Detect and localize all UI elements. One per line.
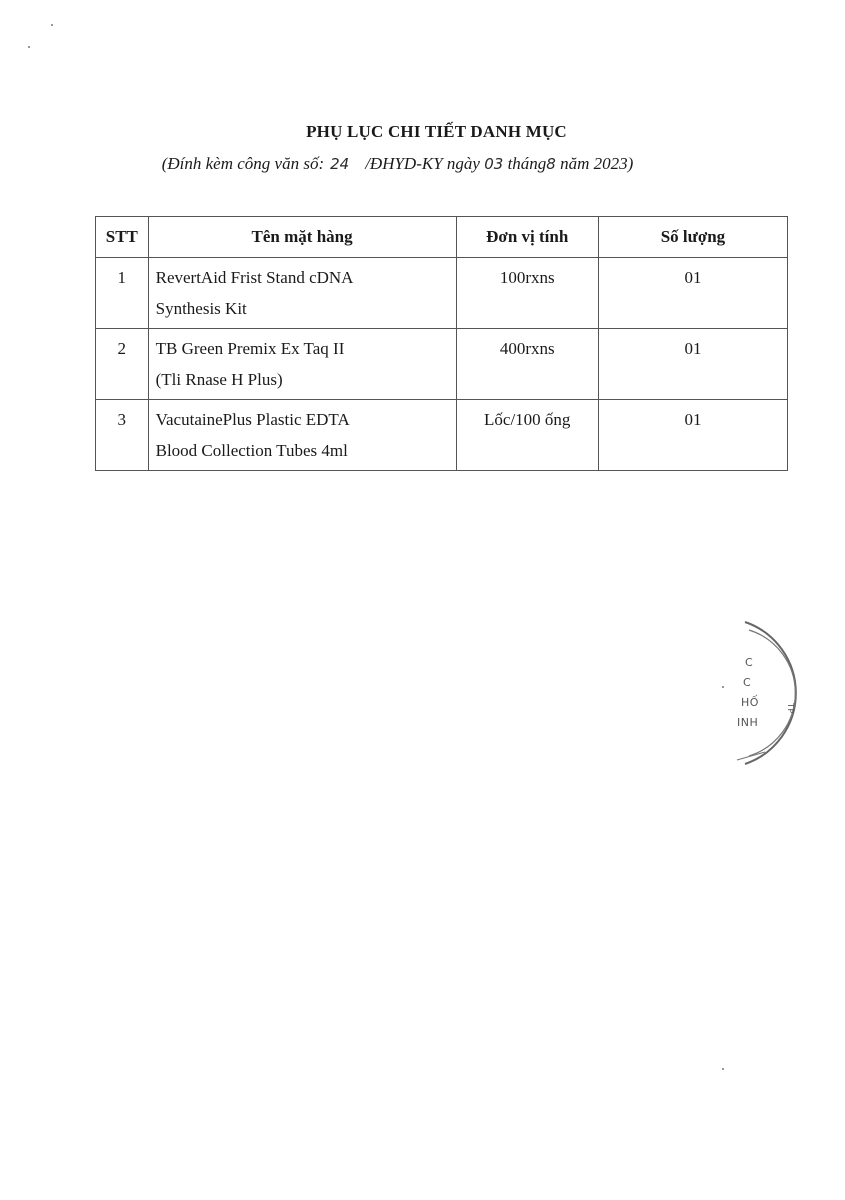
- stamp-text: C: [743, 676, 752, 689]
- scan-speck: [28, 46, 30, 48]
- table-header-row: [96, 217, 788, 258]
- subtitle-prefix: (Đính kèm công văn số:: [161, 154, 325, 173]
- document-subtitle: [0, 154, 795, 174]
- scan-speck: [51, 24, 53, 26]
- item-name-line: VacutainePlus Plastic EDTA: [155, 410, 350, 429]
- table-row: [96, 258, 788, 329]
- row-stt: 1: [96, 258, 149, 329]
- subtitle-suffix: năm 2023): [560, 154, 634, 173]
- row-unit: 100rxns: [456, 258, 598, 329]
- handwritten-doc-number: 24: [330, 155, 350, 173]
- handwritten-day: 03: [484, 155, 504, 173]
- partial-stamp: [715, 614, 815, 774]
- header-quantity: Số lượng: [598, 217, 787, 258]
- row-stt: 3: [96, 400, 149, 471]
- stamp-text: INH: [737, 716, 759, 729]
- header-unit: Đơn vị tính: [456, 217, 598, 258]
- row-quantity: 01: [598, 400, 787, 471]
- row-unit: Lốc/100 ống: [456, 400, 598, 471]
- stamp-text: HỐ: [741, 696, 759, 709]
- document-title: PHỤ LỤC CHI TIẾT DANH MỤC: [306, 122, 567, 141]
- stamp-ring-icon: [715, 614, 815, 774]
- items-table: [95, 216, 788, 471]
- header-stt: STT: [96, 217, 149, 258]
- row-item-name: [148, 329, 456, 400]
- row-quantity: 01: [598, 258, 787, 329]
- subtitle-mid: /ĐHYD-KY ngày: [365, 154, 480, 173]
- item-name-line: Blood Collection Tubes 4ml: [155, 441, 348, 460]
- row-item-name: [148, 400, 456, 471]
- table-row: [96, 400, 788, 471]
- header-item-name: Tên mặt hàng: [148, 217, 456, 258]
- item-name-line: TB Green Premix Ex Taq II: [155, 339, 345, 358]
- stamp-text: TP: [785, 703, 795, 714]
- month-label: tháng: [507, 154, 547, 173]
- row-stt: 2: [96, 329, 149, 400]
- stamp-text: C: [745, 656, 754, 669]
- handwritten-month: 8: [546, 155, 556, 173]
- scan-speck: [722, 1068, 724, 1070]
- row-item-name: [148, 258, 456, 329]
- table-row: [96, 329, 788, 400]
- item-name-line: (Tli Rnase H Plus): [155, 370, 283, 389]
- row-quantity: 01: [598, 329, 787, 400]
- item-name-line: RevertAid Frist Stand cDNA: [155, 268, 354, 287]
- row-unit: 400rxns: [456, 329, 598, 400]
- item-name-line: Synthesis Kit: [155, 299, 247, 318]
